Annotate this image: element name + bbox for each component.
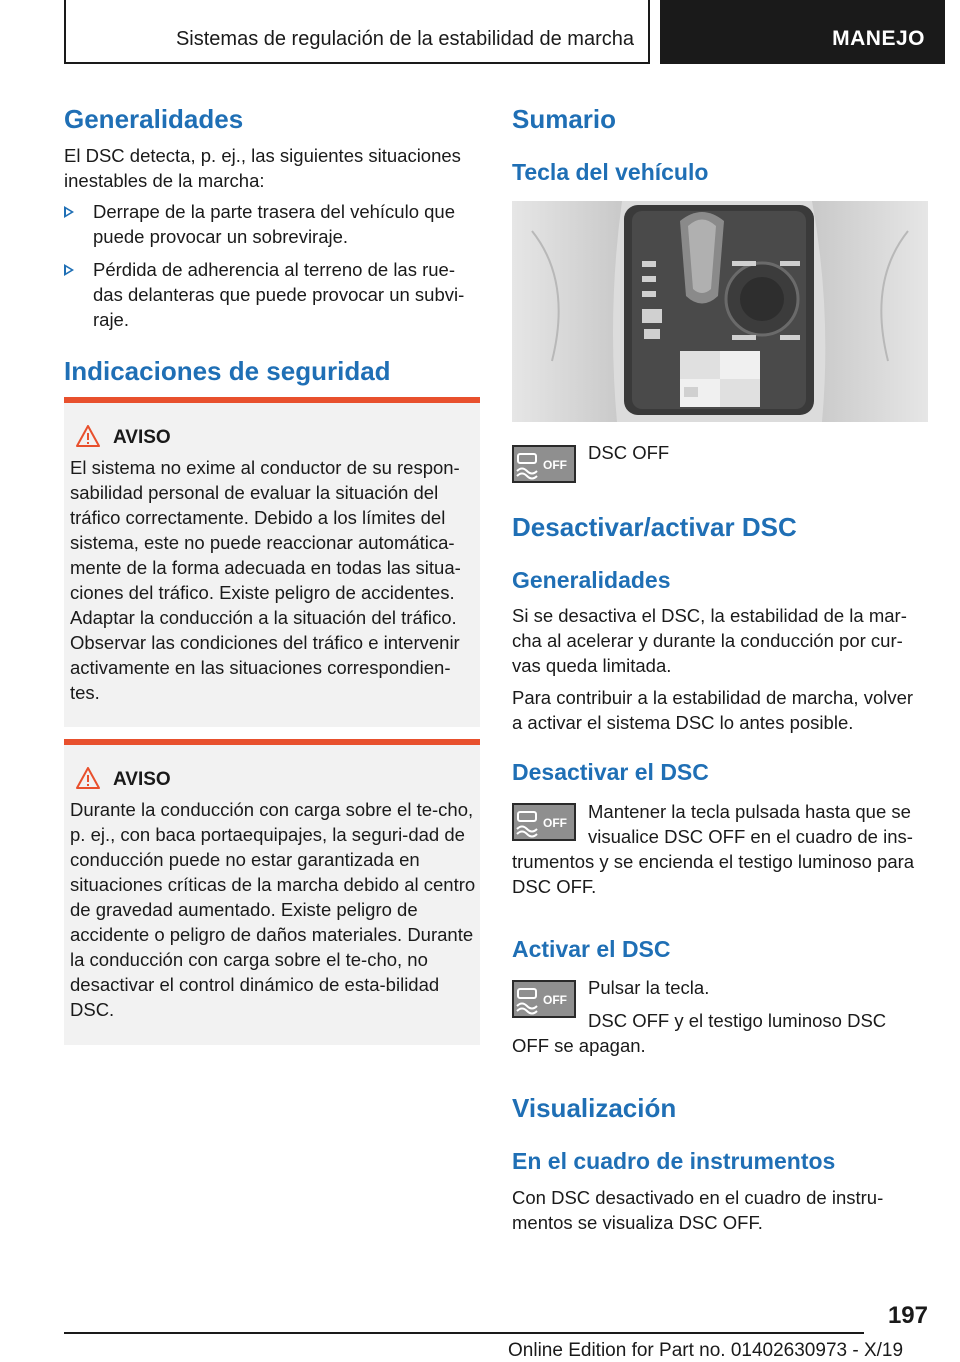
- dsc-icon-label: OFF: [543, 993, 567, 1007]
- heading-cuadro: En el cuadro de instrumentos: [512, 1148, 836, 1174]
- warning-triangle-icon: [76, 425, 100, 447]
- warning-label: AVISO: [113, 769, 171, 790]
- warning-bar: [64, 397, 480, 403]
- desactivar-rest: trumentos y se encienda el testigo luminoso para DSC OFF.: [512, 851, 915, 897]
- dsc-off-icon: [512, 445, 576, 483]
- warning-box: [64, 739, 480, 1045]
- list-item-text: Derrape de la parte trasera del vehículo que puede provocar un sobreviraje.: [93, 201, 455, 247]
- heading-visualizacion: Visualización: [512, 1093, 677, 1123]
- header-title-box: [64, 0, 650, 64]
- warning-bar: [64, 739, 480, 745]
- footer-divider: [64, 1332, 864, 1334]
- heading-generalidades: Generalidades: [64, 104, 244, 134]
- heading-desactivar-activar: Desactivar/activar DSC: [512, 512, 797, 542]
- heading-activar: Activar el DSC: [512, 936, 671, 962]
- warning-label: AVISO: [113, 427, 171, 448]
- footer-edition: Online Edition for Part no. 01402630973 - X/19: [508, 1340, 904, 1361]
- warning-text: Durante la conducción con carga sobre el te-cho, p. ej., con baca portaequipajes, la seguri-dad de conducción puede no estar garantizada en situaciones críticas de la marcha debido al centro de gravedad aumentado. Existe peligro de accidente o peligro de daños materiales. Durante la conducción con carga sobre el te-cho, no desactivar el control dinámico de esta-bilidad DSC.: [70, 799, 476, 1020]
- section-tab: [660, 0, 945, 64]
- heading-safety: Indicaciones de seguridad: [64, 356, 391, 386]
- generalidades-paragraph-1: Si se desactiva el DSC, la estabilidad de la mar-cha al acelerar y durante la conducción por cur-vas queda limitada.: [512, 605, 907, 676]
- dsc-off-icon: [512, 980, 576, 1018]
- page-number: 197: [887, 1302, 928, 1329]
- heading-tecla: Tecla del vehículo: [512, 159, 709, 185]
- cuadro-paragraph: Con DSC desactivado en el cuadro de instru-mentos se visualiza DSC OFF.: [512, 1187, 884, 1233]
- center-console-photo: [512, 201, 928, 422]
- triangle-bullet-icon: [64, 206, 74, 218]
- heading-sumario: Sumario: [512, 104, 617, 134]
- dsc-icon-label: OFF: [543, 816, 567, 830]
- warning-triangle-icon: [76, 767, 100, 789]
- activar-line-1: Pulsar la tecla.: [588, 977, 710, 998]
- list-item: [64, 199, 480, 249]
- warning-text: El sistema no exime al conductor de su respon-sabilidad personal de evaluar la situación del tráfico correctamente. Debido a los límites del sistema, este no puede reaccionar automática-mente de la forma adecuada en todas las situa-ciones del tráfico. Existe peligro de accidentes. Adaptar la conducción a la situación del tráfico. Observar las condiciones del tráfico e intervenir activamente en las situaciones correspondien-tes.: [70, 457, 461, 703]
- desactivar-line-1: Mantener la tecla pulsada hasta que se: [588, 801, 911, 822]
- list-item-text: Pérdida de adherencia al terreno de las rue-das delanteras que puede provocar un subvi-raje.: [93, 259, 465, 330]
- generalidades-paragraph-2: Para contribuir a la estabilidad de marcha, volver a activar el sistema DSC lo antes posible.: [512, 687, 914, 733]
- dsc-off-caption: DSC OFF: [588, 442, 670, 463]
- list-item: [64, 257, 480, 332]
- chapter-title: Sistemas de regulación de la estabilidad de marcha: [175, 28, 634, 50]
- heading-generalidades-2: Generalidades: [512, 567, 671, 593]
- dsc-off-icon: [512, 803, 576, 841]
- warning-box: [64, 397, 480, 727]
- dsc-icon-label: OFF: [543, 458, 567, 472]
- activar-rest: OFF se apagan.: [512, 1035, 646, 1056]
- heading-desactivar: Desactivar el DSC: [512, 759, 709, 785]
- activar-line-2: DSC OFF y el testigo luminoso DSC: [588, 1010, 887, 1031]
- intro-paragraph: El DSC detecta, p. ej., las siguientes situaciones inestables de la marcha:: [64, 145, 461, 191]
- section-label: MANEJO: [832, 27, 925, 50]
- triangle-bullet-icon: [64, 264, 74, 276]
- desactivar-line-2: visualice DSC OFF en el cuadro de ins-: [588, 826, 913, 847]
